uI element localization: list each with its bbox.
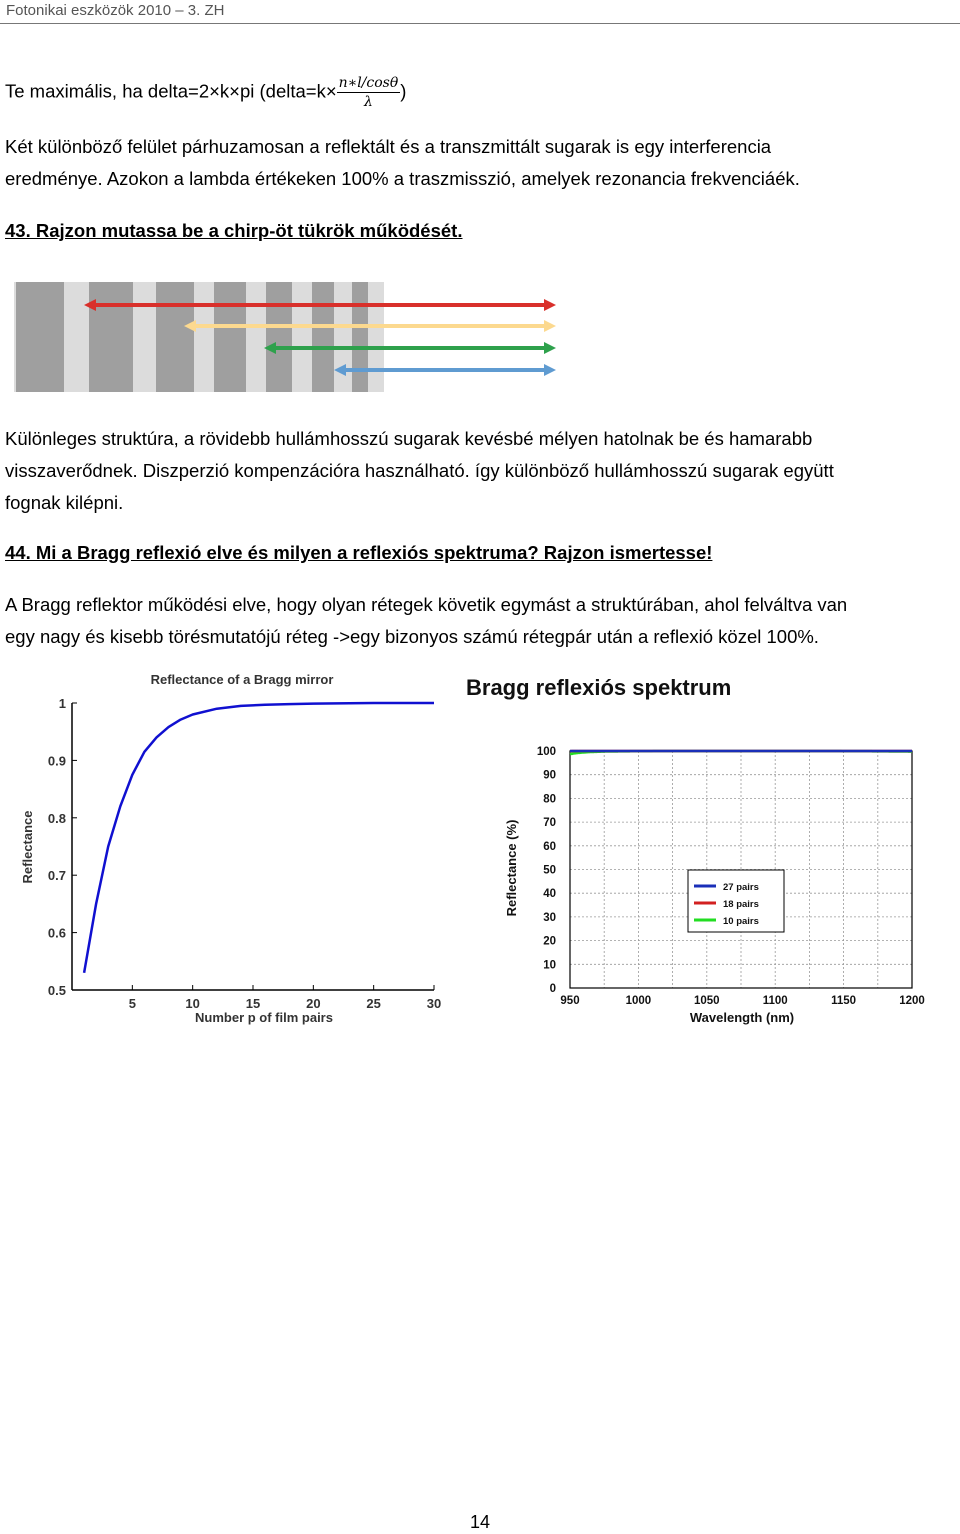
formula-prefix: Te maximális, ha delta=2×k×pi (delta=k×	[5, 80, 337, 102]
x-tick-label: 1100	[762, 995, 788, 1007]
question-43-heading: 43. Rajzon mutassa be a chirp-öt tükrök működését.	[5, 220, 463, 241]
y-tick-label: 0.6	[47, 925, 66, 941]
question-44-heading: 44. Mi a Bragg reflexió elve és milyen a reflexiós spektruma? Rajzon ismertesse!	[5, 542, 713, 563]
bragg-mirror-reflectance-chart	[10, 665, 450, 1035]
x-tick-label: 950	[560, 995, 580, 1007]
paragraph-interference	[5, 131, 800, 195]
y-tick-label: 20	[543, 935, 556, 948]
y-tick-label: 0	[549, 983, 556, 995]
x-tick-label: 1150	[831, 995, 857, 1007]
formula-line	[5, 74, 406, 111]
x-tick-label: 20	[306, 996, 321, 1011]
x-tick-label: 25	[366, 996, 381, 1011]
legend-label: 27 pairs	[723, 882, 759, 893]
paragraph-line: Két különböző felület párhuzamosan a reflektált és a transzmittált sugarak is egy interferencia	[5, 136, 772, 157]
series-lines	[84, 703, 434, 973]
y-axis-label: Reflectance (%)	[504, 819, 519, 917]
y-tick-label: 0.5	[47, 983, 66, 998]
paragraph-line: egy nagy és kisebb törésmutatójú réteg ->egy bizonyos számú rétegpár után a reflexió közel 100%.	[5, 626, 819, 647]
paragraph-line: visszaverődnek. Diszperzió kompenzációra használható. így különböző hullámhosszú sugarak együtt	[5, 460, 834, 481]
legend-label: 10 pairs	[723, 916, 759, 927]
y-tick-label: 0.9	[47, 753, 66, 769]
page-number: 14	[469, 1512, 491, 1532]
axes	[72, 703, 434, 990]
y-tick-label: 0.8	[47, 810, 66, 826]
y-tick-label: 100	[536, 746, 556, 758]
x-tick-label: 1000	[625, 995, 652, 1007]
formula-numerator: n∗l/cosθ	[338, 75, 399, 91]
formula-denominator: λ	[364, 94, 373, 110]
legend-label: 18 pairs	[723, 899, 759, 910]
header-divider	[0, 23, 960, 24]
x-tick-label: 15	[245, 996, 261, 1011]
y-tick-label: 60	[543, 840, 556, 853]
chart-title: Reflectance of a Bragg mirror	[150, 672, 334, 687]
chart-title: Bragg reflexiós spektrum	[466, 675, 732, 700]
formula-fraction	[337, 74, 401, 111]
paragraph-chirp	[5, 423, 834, 519]
x-axis-label: Number p of film pairs	[195, 1010, 333, 1025]
y-axis-label: Reflectance	[20, 810, 35, 884]
x-tick-label: 30	[426, 996, 442, 1011]
paragraph-line: fognak kilépni.	[5, 492, 124, 513]
paragraph-bragg	[5, 589, 847, 653]
y-tick-label: 30	[543, 911, 556, 924]
y-tick-label: 10	[543, 959, 556, 972]
reflectance-curve	[84, 703, 434, 973]
x-tick-label: 1050	[694, 995, 720, 1007]
y-tick-label: 0.7	[47, 868, 66, 884]
x-tick-label: 10	[185, 996, 200, 1011]
y-tick-label: 90	[543, 769, 556, 782]
x-tick-label: 5	[128, 996, 136, 1011]
paragraph-line: A Bragg reflektor működési elve, hogy olyan rétegek követik egymást a struktúrában, ahol felváltva van	[5, 594, 848, 615]
y-tick-label: 1	[58, 696, 66, 711]
y-tick-label: 80	[543, 793, 556, 806]
bragg-spectrum-chart	[460, 665, 950, 1035]
x-axis-label: Wavelength (nm)	[689, 1010, 795, 1025]
paragraph-line: eredménye. Azokon a lambda értékeken 100% a traszmisszió, amelyek rezonancia frekvenciáék.	[5, 168, 800, 189]
paragraph-line: Különleges struktúra, a rövidebb hullámhosszú sugarak kevésbé mélyen hatolnak be és hamarabb	[5, 428, 813, 449]
y-tick-label: 50	[543, 864, 556, 877]
legend	[688, 870, 784, 932]
chirped-mirror-diagram	[14, 280, 574, 395]
y-tick-label: 70	[543, 817, 556, 830]
y-tick-label: 40	[543, 888, 556, 901]
formula-suffix: )	[400, 80, 407, 102]
x-tick-label: 1200	[899, 995, 925, 1007]
running-header: Fotonikai eszközök 2010 – 3. ZH	[6, 2, 225, 19]
